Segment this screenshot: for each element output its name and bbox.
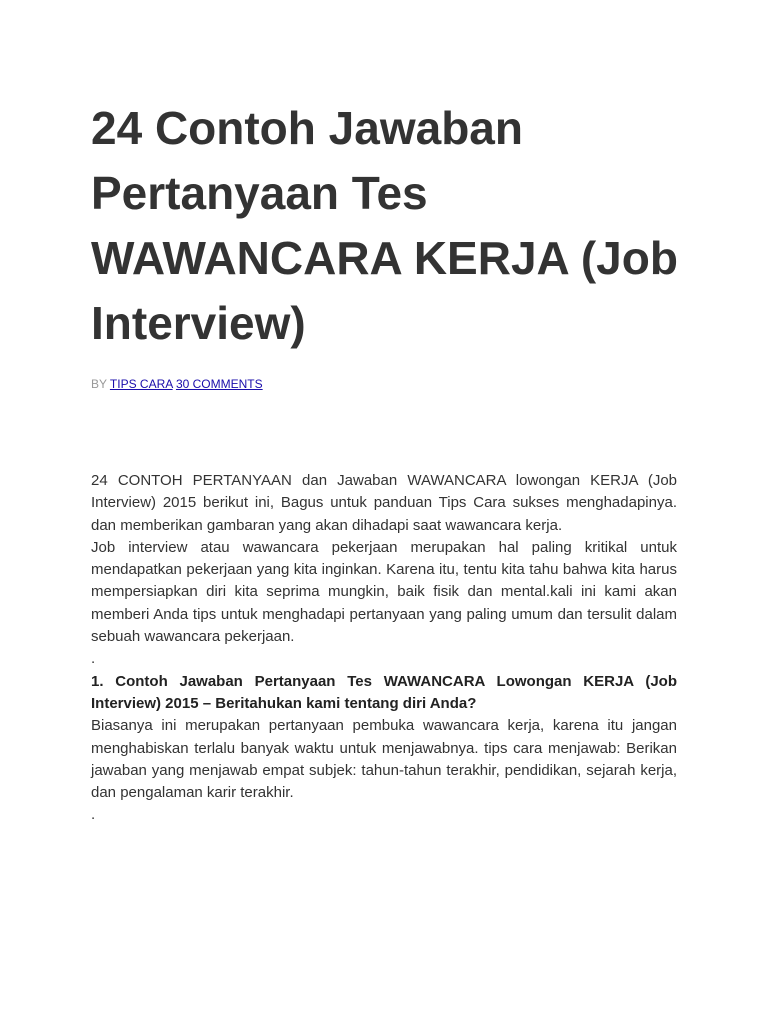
author-link[interactable]: TIPS CARA xyxy=(109,377,173,391)
question-heading-1: 1. Contoh Jawaban Pertanyaan Tes WAWANCARA Lowongan KERJA (Job Interview) 2015 – Beritahukan kami tentang diri Anda? xyxy=(91,672,677,712)
byline-by-label: BY xyxy=(91,377,107,391)
article-body xyxy=(91,470,677,827)
article-title: 24 Contoh Jawaban Pertanyaan Tes WAWANCARA KERJA (Job Interview) xyxy=(91,102,678,349)
comments-link[interactable]: 30 COMMENTS xyxy=(175,377,263,391)
context-paragraph: Job interview atau wawancara pekerjaan merupakan hal paling kritikal untuk mendapatkan pekerjaan yang kita inginkan. Karena itu, tentu kita tahu bahwa kita harus mempersiapkan diri kita seprima mungkin, baik fisik dan mental.kali ini kami akan memberi Anda tips untuk menghadapi pertanyaan yang paling umum dan tersulit dalam sebuah wawancara pekerjaan. xyxy=(91,538,677,646)
separator-dot: . xyxy=(91,806,96,824)
article-byline xyxy=(91,376,263,392)
separator-dot: . xyxy=(91,650,96,668)
answer-paragraph-1: Biasanya ini merupakan pertanyaan pembuka wawancara kerja, karena itu jangan menghabiskan terlalu banyak waktu untuk menjawabnya. tips cara menjawab: Berikan jawaban yang menjawab empat subjek: tahun-tahun terakhir, pendidikan, sejarah kerja, dan pengalaman karir terakhir. xyxy=(91,717,677,802)
intro-paragraph: 24 CONTOH PERTANYAAN dan Jawaban WAWANCARA lowongan KERJA (Job Interview) 2015 berikut ini, Bagus untuk panduan Tips Cara sukses menghadapinya. dan memberikan gambaran yang akan dihadapi saat wawancara kerja. xyxy=(91,472,677,534)
